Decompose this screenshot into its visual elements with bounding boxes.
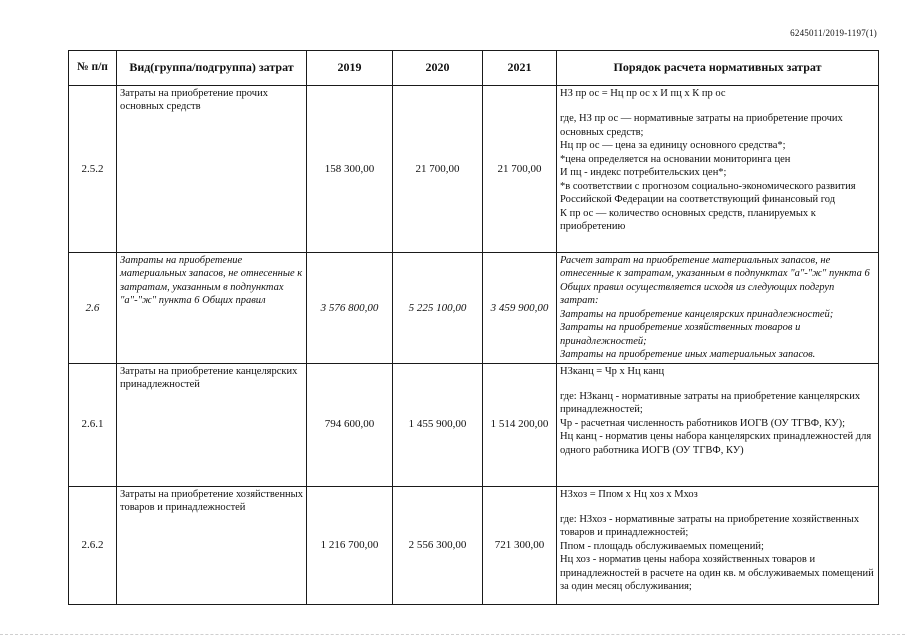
row-type: Затраты на приобретение канцелярских принадлежностей bbox=[117, 363, 307, 486]
calc-line: *в соответствии с прогнозом социально-экономического развития Российской Федерации на соответствующий финансовый год bbox=[560, 180, 856, 206]
row-value-2019: 3 576 800,00 bbox=[307, 253, 393, 364]
header-2020: 2020 bbox=[393, 51, 483, 86]
calc-line: где, НЗ пр ос — нормативные затраты на приобретение прочих основных средств; bbox=[560, 113, 843, 138]
row-type: Затраты на приобретение прочих основных средств bbox=[117, 86, 307, 253]
calc-line: Чр - расчетная численность работников ИОГВ (ОУ ТГВФ, КУ); bbox=[560, 417, 845, 429]
row-value-2020: 5 225 100,00 bbox=[393, 253, 483, 364]
row-calc bbox=[557, 86, 879, 253]
row-value-2020: 21 700,00 bbox=[393, 86, 483, 253]
row-value-2021: 1 514 200,00 bbox=[483, 363, 557, 486]
row-value-2019: 794 600,00 bbox=[307, 363, 393, 486]
calc-line: НЗ пр ос = Нц пр ос х И пц х К пр ос bbox=[560, 88, 726, 99]
row-value-2019: 158 300,00 bbox=[307, 86, 393, 253]
header-type: Вид(группа/подгруппа) затрат bbox=[117, 51, 307, 86]
table-header-row bbox=[69, 51, 879, 86]
row-calc bbox=[557, 253, 879, 364]
calc-line: Нц канц - норматив цены набора канцелярских принадлежностей для одного работника ИОГВ (ОУ ТГВФ, КУ) bbox=[560, 431, 872, 456]
row-type: Затраты на приобретение материальных запасов, не отнесенные к затратам, указанным в подпунктах "а"-"ж" пункта 6 Общих правил bbox=[117, 253, 307, 364]
calc-line bbox=[560, 378, 875, 390]
header-num: № п/п bbox=[69, 51, 117, 86]
row-calc bbox=[557, 363, 879, 486]
scan-edge-line bbox=[0, 634, 905, 636]
document-number: 6245011/2019-1197(1) bbox=[790, 28, 877, 38]
row-number: 2.6.1 bbox=[69, 363, 117, 486]
row-value-2021: 721 300,00 bbox=[483, 486, 557, 604]
calc-line: Затраты на приобретение хозяйственных товаров и принадлежностей; bbox=[560, 322, 801, 347]
calc-line: где: НЗхоз - нормативные затраты на приобретение хозяйственных товаров и принадлежностей; bbox=[560, 513, 860, 539]
row-calc bbox=[557, 486, 879, 604]
row-value-2021: 3 459 900,00 bbox=[483, 253, 557, 364]
row-value-2021: 21 700,00 bbox=[483, 86, 557, 253]
calc-line: НЗканц = Чр х Нц канц bbox=[560, 365, 665, 377]
header-2021: 2021 bbox=[483, 51, 557, 86]
calc-line: Ппом - площадь обслуживаемых помещений; bbox=[560, 540, 764, 552]
calc-line: И пц - индекс потребительских цен*; bbox=[560, 167, 727, 179]
calc-line: Нц хоз - норматив цены набора хозяйственных товаров и принадлежностей в расчете на один кв. м обслуживаемых помещений за один месяц обслуживания; bbox=[560, 554, 874, 593]
table-row bbox=[69, 86, 879, 253]
row-value-2020: 2 556 300,00 bbox=[393, 486, 483, 604]
table-row bbox=[69, 486, 879, 604]
calc-line: Затраты на приобретение иных материальных запасов. bbox=[560, 349, 816, 361]
header-calc: Порядок расчета нормативных затрат bbox=[557, 51, 879, 86]
calc-line: К пр ос — количество основных средств, планируемых к приобретению bbox=[560, 207, 816, 232]
table-row bbox=[69, 253, 879, 364]
row-value-2019: 1 216 700,00 bbox=[307, 486, 393, 604]
calc-line bbox=[560, 100, 875, 112]
row-value-2020: 1 455 900,00 bbox=[393, 363, 483, 486]
table-row bbox=[69, 363, 879, 486]
calc-line: Расчет затрат на приобретение материальных запасов, не отнесенные к затратам, указанным в подпунктах "а"-"ж" пункта 6 Общих правил осуществляется исходя из следующих подгруп затрат: bbox=[560, 255, 870, 307]
calc-line: Нц пр ос — цена за единицу основного средства*; bbox=[560, 140, 786, 152]
calc-line: Затраты на приобретение канцелярских принадлежностей; bbox=[560, 308, 834, 320]
row-type: Затраты на приобретение хозяйственных товаров и принадлежностей bbox=[117, 486, 307, 604]
calc-line: *цена определяется на основании мониторинга цен bbox=[560, 153, 791, 165]
header-2019: 2019 bbox=[307, 51, 393, 86]
cost-norms-table bbox=[68, 50, 879, 605]
calc-line: НЗхоз = Ппом х Нц хоз х Мхоз bbox=[560, 488, 698, 500]
calc-line: где: НЗканц - нормативные затраты на приобретение канцелярских принадлежностей; bbox=[560, 390, 861, 416]
calc-line bbox=[560, 501, 875, 513]
row-number: 2.5.2 bbox=[69, 86, 117, 253]
row-number: 2.6 bbox=[69, 253, 117, 364]
row-number: 2.6.2 bbox=[69, 486, 117, 604]
